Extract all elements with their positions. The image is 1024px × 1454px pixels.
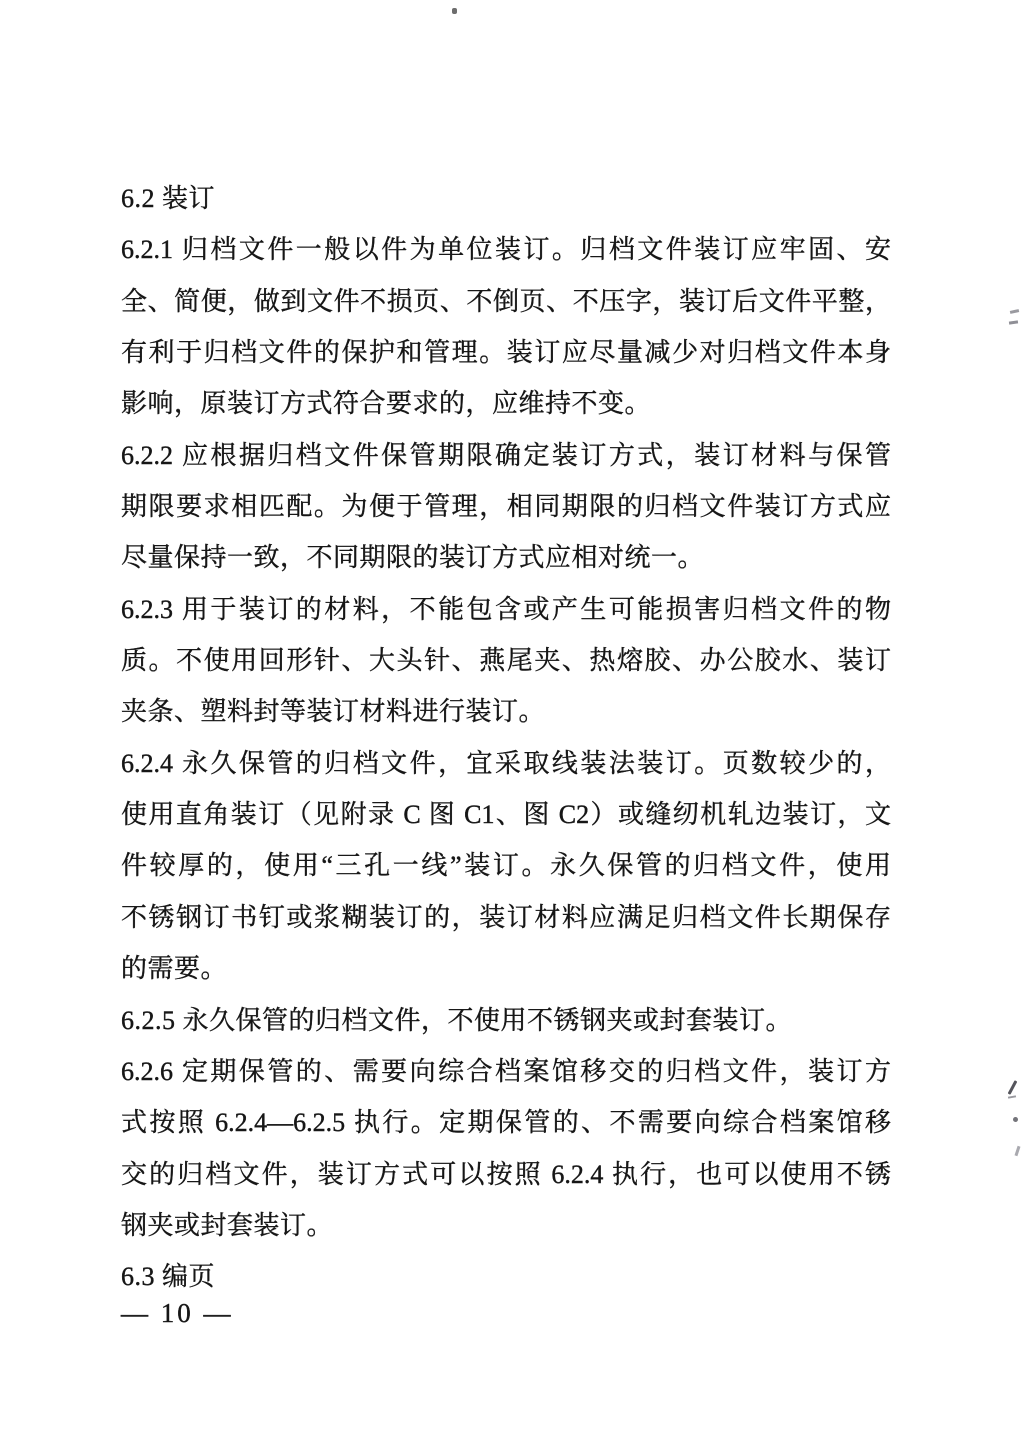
text-line: 钢夹或封套装订。 <box>121 1210 334 1240</box>
text-line: 式按照 6.2.4—6.2.5 执行。定期保管的、不需要向综合档案馆移 <box>121 1108 891 1138</box>
text-line: 全、简便，做到文件不损页、不倒页、不压字，装订后文件平整， <box>121 286 891 316</box>
scan-speck <box>1015 1146 1021 1156</box>
page-number: — 10 — <box>121 1298 234 1328</box>
text-line: 期限要求相匹配。为便于管理，相同期限的归档文件装订方式应 <box>121 492 891 522</box>
section-heading-6-2: 6.2 装订 <box>121 184 216 213</box>
scan-speck <box>452 8 457 14</box>
body-text-block <box>121 173 891 1303</box>
text-line: 6.2.3 用于装订的材料，不能包含或产生可能损害归档文件的物 <box>121 594 891 624</box>
scan-speck <box>1009 320 1018 324</box>
section-heading-6-3: 6.3 编页 <box>121 1262 216 1292</box>
text-line: 不锈钢订书钉或浆糊装订的，装订材料应满足归档文件长期保存 <box>121 902 891 932</box>
text-line: 6.2.6 定期保管的、需要向综合档案馆移交的归档文件，装订方 <box>121 1056 891 1086</box>
text-line: 有利于归档文件的保护和管理。装订应尽量减少对归档文件本身 <box>121 338 891 368</box>
text-line: 交的归档文件，装订方式可以按照 6.2.4 执行，也可以使用不锈 <box>121 1159 891 1189</box>
scan-speck <box>1008 1080 1018 1095</box>
text-line: 影响，原装订方式符合要求的，应维持不变。 <box>121 389 652 419</box>
text-line: 6.2.2 应根据归档文件保管期限确定装订方式，装订材料与保管 <box>121 440 891 470</box>
text-line: 的需要。 <box>121 954 228 984</box>
text-line: 6.2.4 永久保管的归档文件，宜采取线装法装订。页数较少的， <box>121 748 891 778</box>
text-line: 件较厚的，使用“三孔一线”装订。永久保管的归档文件，使用 <box>121 851 891 881</box>
text-line: 尽量保持一致，不同期限的装订方式应相对统一。 <box>121 543 705 573</box>
text-line: 夹条、塑料封等装订材料进行装订。 <box>121 697 546 727</box>
scan-speck <box>1010 309 1019 314</box>
text-line: 质。不使用回形针、大头针、燕尾夹、热熔胶、办公胶水、装订 <box>121 646 891 676</box>
text-line: 使用直角装订（见附录 C 图 C1、图 C2）或缝纫机轧边装订，文 <box>121 800 891 830</box>
scan-speck <box>1008 1095 1016 1098</box>
text-line: 6.2.5 永久保管的归档文件，不使用不锈钢夹或封套装订。 <box>121 1005 793 1035</box>
text-line: 6.2.1 归档文件一般以件为单位装订。归档文件装订应牢固、安 <box>121 235 891 265</box>
scan-speck <box>1013 1117 1018 1122</box>
